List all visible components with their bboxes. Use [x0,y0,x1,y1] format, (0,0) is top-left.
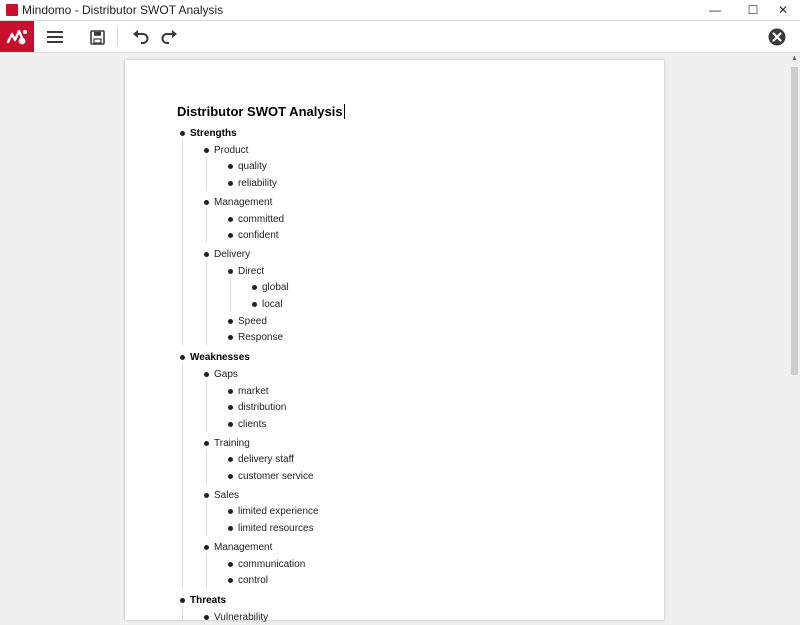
window-title: Mindomo - Distributor SWOT Analysis [22,3,224,17]
bullet-icon [228,389,233,394]
bullet-icon [228,562,233,567]
outline-item[interactable] [204,610,504,625]
bullet-icon [204,372,209,377]
outline-item[interactable] [228,330,528,345]
bullet-icon [228,269,233,274]
outline-item[interactable] [204,367,504,382]
outline-item-label: Vulnerability [214,611,269,623]
outline-item-label: Direct [238,265,265,277]
outline-item[interactable] [180,350,480,365]
outline-guide-line [182,606,183,620]
outline-item[interactable] [228,557,528,572]
outline-item-label: distribution [238,402,287,414]
outline-item-label: market [238,385,269,397]
outline-item[interactable] [228,521,528,536]
outline-item[interactable] [180,126,480,141]
outline-item-label: committed [238,213,285,225]
toolbar-separator [117,28,118,46]
outline-item-label: control [238,575,269,587]
bullet-icon [228,233,233,238]
outline-guide-line [206,553,207,588]
outline-guide-line [206,449,207,484]
outline-item-label: local [262,299,283,310]
outline-item-label: Speed [238,315,267,327]
bullet-icon [204,545,209,550]
close-circle-icon [768,28,786,46]
bullet-icon [204,441,209,446]
outline-item[interactable] [228,504,528,519]
mindomo-logo-button[interactable] [0,21,34,52]
bullet-icon [228,181,233,186]
bullet-icon [204,200,209,205]
bullet-icon [252,302,257,307]
bullet-icon [180,598,185,603]
bullet-icon [204,252,209,257]
bullet-icon [228,164,233,169]
bullet-icon [228,422,233,427]
save-button[interactable] [84,24,110,50]
bullet-icon [252,285,257,290]
bullet-icon [228,335,233,340]
scroll-thumb[interactable] [791,67,798,375]
outline-item[interactable] [228,228,528,243]
outline-item[interactable] [204,247,504,262]
outline-guide-line [206,208,207,243]
mindomo-app-icon [6,4,18,16]
text-caret [344,104,345,119]
outline-item[interactable] [228,212,528,227]
outline-item[interactable] [228,452,528,467]
outline-item[interactable] [228,264,528,279]
bullet-icon [228,457,233,462]
outline-guide-line [182,363,183,588]
outline-item[interactable] [204,195,504,210]
outline-item-label: Threats [190,594,227,606]
outline-item-label: Gaps [214,368,238,380]
menu-button[interactable] [42,24,68,50]
save-icon [90,30,105,45]
undo-button[interactable] [127,24,153,50]
bullet-icon [228,319,233,324]
outline-item[interactable] [228,176,528,191]
bullet-icon [228,217,233,222]
document-page[interactable] [125,60,664,623]
bullet-icon [204,615,209,620]
outline-item-label: Training [214,437,250,449]
outline-item[interactable] [228,417,528,432]
outline-item-label: Sales [214,489,240,501]
mindomo-logo-icon [0,21,34,52]
window-titlebar [0,0,800,21]
outline-item[interactable] [228,573,528,588]
outline-guide-line [206,501,207,536]
outline-item[interactable] [252,280,552,295]
outline-item[interactable] [204,488,504,503]
bullet-icon [228,405,233,410]
redo-button[interactable] [156,24,182,50]
outline-guide-line [206,156,207,191]
outline-item-label: Weaknesses [190,352,250,364]
outline-item-label: delivery staff [238,454,294,466]
bullet-icon [228,474,233,479]
bullet-icon [228,526,233,531]
minimize-button[interactable]: — [709,3,721,17]
bullet-icon [204,493,209,498]
outline-item[interactable] [204,143,504,158]
outline-item-label: quality [238,161,267,173]
outline-item[interactable] [252,297,552,312]
outline-item-label: communication [238,558,306,570]
close-window-button[interactable]: ✕ [777,3,789,17]
outline-item-label: Strengths [190,128,237,139]
outline-item-label: confident [238,230,279,242]
bullet-icon [228,509,233,514]
editor-canvas[interactable] [0,53,789,623]
outline-guide-line [182,139,183,345]
document-title[interactable] [177,104,345,119]
outline-guide-line [206,260,207,346]
scroll-up-arrow-icon[interactable]: ▲ [791,55,798,62]
hamburger-menu-icon [47,30,63,44]
outline-item[interactable] [204,540,504,555]
outline-guide-line [206,380,207,432]
bullet-icon [228,578,233,583]
close-document-button[interactable] [764,24,790,50]
undo-icon [132,30,149,45]
outline-item-label: clients [238,418,267,430]
bullet-icon [180,131,185,136]
outline-item[interactable] [204,436,504,451]
vertical-scrollbar[interactable] [789,53,800,600]
outline-item[interactable] [228,159,528,174]
document-title-text: Distributor SWOT Analysis [177,104,343,119]
redo-icon [161,30,178,45]
outline-item[interactable] [228,400,528,415]
outline-item-label: reliability [238,178,277,190]
bullet-icon [204,148,209,153]
maximize-button[interactable]: ☐ [747,3,759,17]
outline-item-label: customer service [238,471,314,482]
outline-item-label: Product [214,144,249,156]
outline-item-label: Management [214,196,273,208]
outline-item-label: limited resources [238,523,314,535]
outline-item-label: global [262,282,289,294]
main-toolbar [0,21,800,53]
outline-item[interactable] [228,469,528,484]
outline-item-label: Management [214,541,273,553]
outline-item-label: limited experience [238,506,319,518]
outline-guide-line [230,277,231,312]
outline-item-label: Delivery [214,248,251,260]
outline-item[interactable] [228,384,528,399]
bullet-icon [180,355,185,360]
outline-item[interactable] [228,314,528,329]
outline-item[interactable] [180,593,480,608]
outline-item-label: Response [238,332,284,344]
